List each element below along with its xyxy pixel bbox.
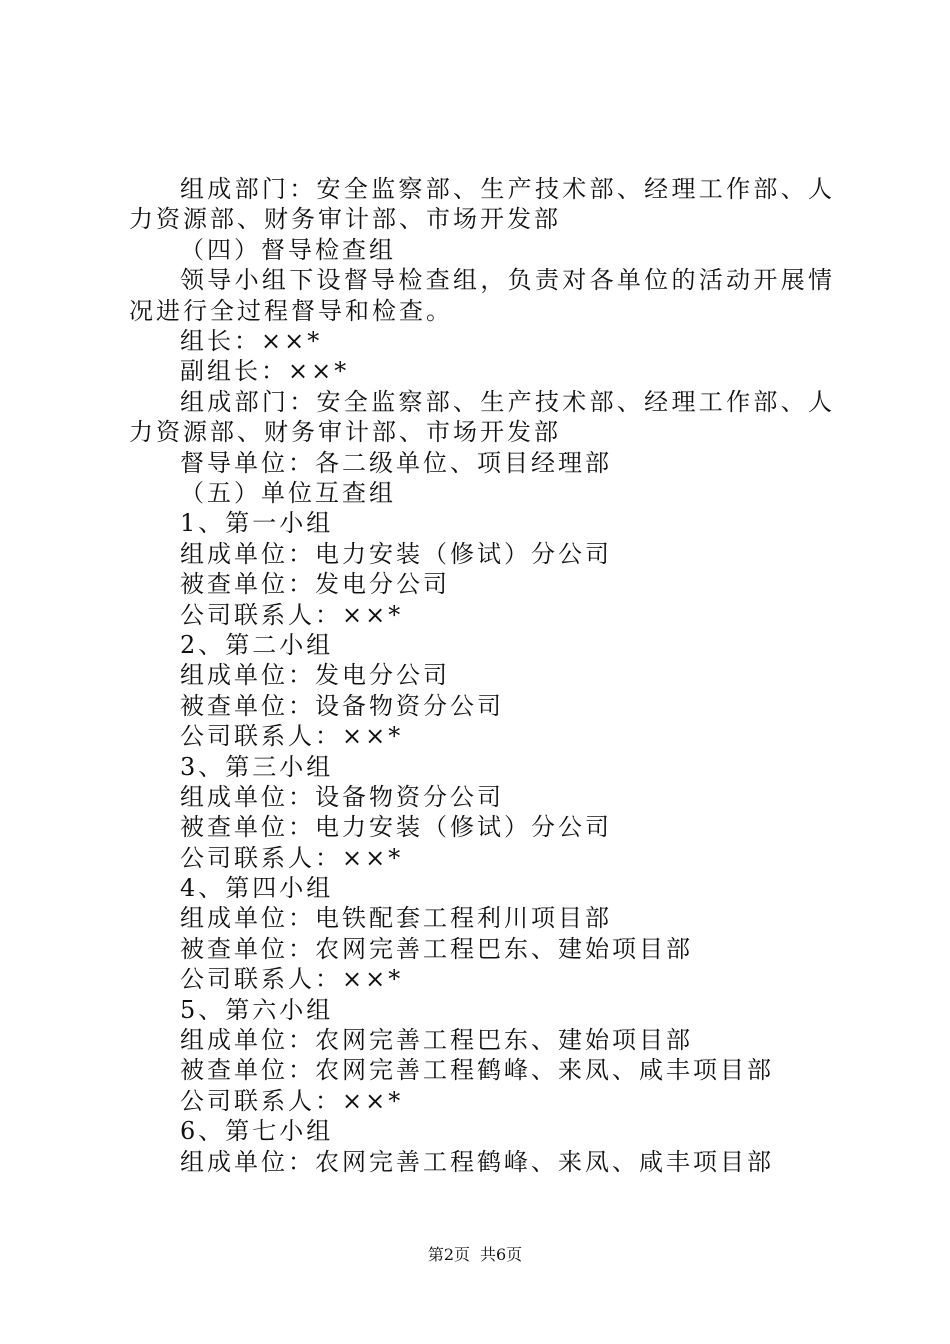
group-members: 组成单位：农网完善工程巴东、建始项目部 <box>180 1026 693 1055</box>
group-contact: 公司联系人：××* <box>180 1086 404 1115</box>
page-number: 第2页 <box>427 1245 470 1264</box>
supervised-units-line: 督导单位：各二级单位、项目经理部 <box>180 448 612 477</box>
page-total: 共6页 <box>480 1245 523 1264</box>
group-inspected: 被查单位：农网完善工程巴东、建始项目部 <box>180 934 693 963</box>
group-inspected: 被查单位：农网完善工程鹤峰、来凤、咸丰项目部 <box>180 1056 774 1085</box>
leader-line: 组长：××* <box>180 327 323 356</box>
group-title: 1、第一小组 <box>180 509 334 538</box>
group-item <box>129 508 835 630</box>
group-inspected: 被查单位：发电分公司 <box>180 570 450 599</box>
group-contact: 公司联系人：××* <box>180 965 404 994</box>
group-title: 2、第二小组 <box>180 630 334 659</box>
group-members: 组成单位：电力安装（修试）分公司 <box>180 539 612 568</box>
group-inspected: 被查单位：电力安装（修试）分公司 <box>180 813 612 842</box>
paragraph-departments-4: 组成部门：安全监察部、生产技术部、经理工作部、人力资源部、财务审计部、市场开发部 <box>129 387 835 447</box>
document-body <box>129 174 835 1177</box>
group-title: 4、第四小组 <box>180 874 334 903</box>
group-members: 组成单位：农网完善工程鹤峰、来凤、咸丰项目部 <box>180 1147 774 1176</box>
group-item <box>129 1116 835 1177</box>
section-heading-mutual-check: （五）单位互查组 <box>180 479 396 507</box>
group-members: 组成单位：发电分公司 <box>180 661 450 690</box>
group-members: 组成单位：设备物资分公司 <box>180 782 504 811</box>
paragraph-departments-3: 组成部门：安全监察部、生产技术部、经理工作部、人力资源部、财务审计部、市场开发部 <box>129 175 835 234</box>
section-heading-supervision: （四）督导检查组 <box>180 235 396 264</box>
group-contact: 公司联系人：××* <box>180 600 404 629</box>
vice-leader-line: 副组长：××* <box>180 357 350 386</box>
page-footer <box>0 1244 950 1266</box>
group-members: 组成单位：电铁配套工程利川项目部 <box>180 904 612 933</box>
group-item <box>129 873 835 995</box>
group-contact: 公司联系人：××* <box>180 722 404 751</box>
group-title: 3、第三小组 <box>180 752 334 781</box>
group-contact: 公司联系人：××* <box>180 843 404 872</box>
group-item <box>129 995 835 1117</box>
group-inspected: 被查单位：设备物资分公司 <box>180 691 504 720</box>
group-title: 6、第七小组 <box>180 1117 334 1146</box>
paragraph-supervision-intro: 领导小组下设督导检查组，负责对各单位的活动开展情况进行全过程督导和检查。 <box>129 266 835 325</box>
group-item <box>129 630 835 752</box>
group-item <box>129 752 835 874</box>
group-title: 5、第六小组 <box>180 995 334 1024</box>
